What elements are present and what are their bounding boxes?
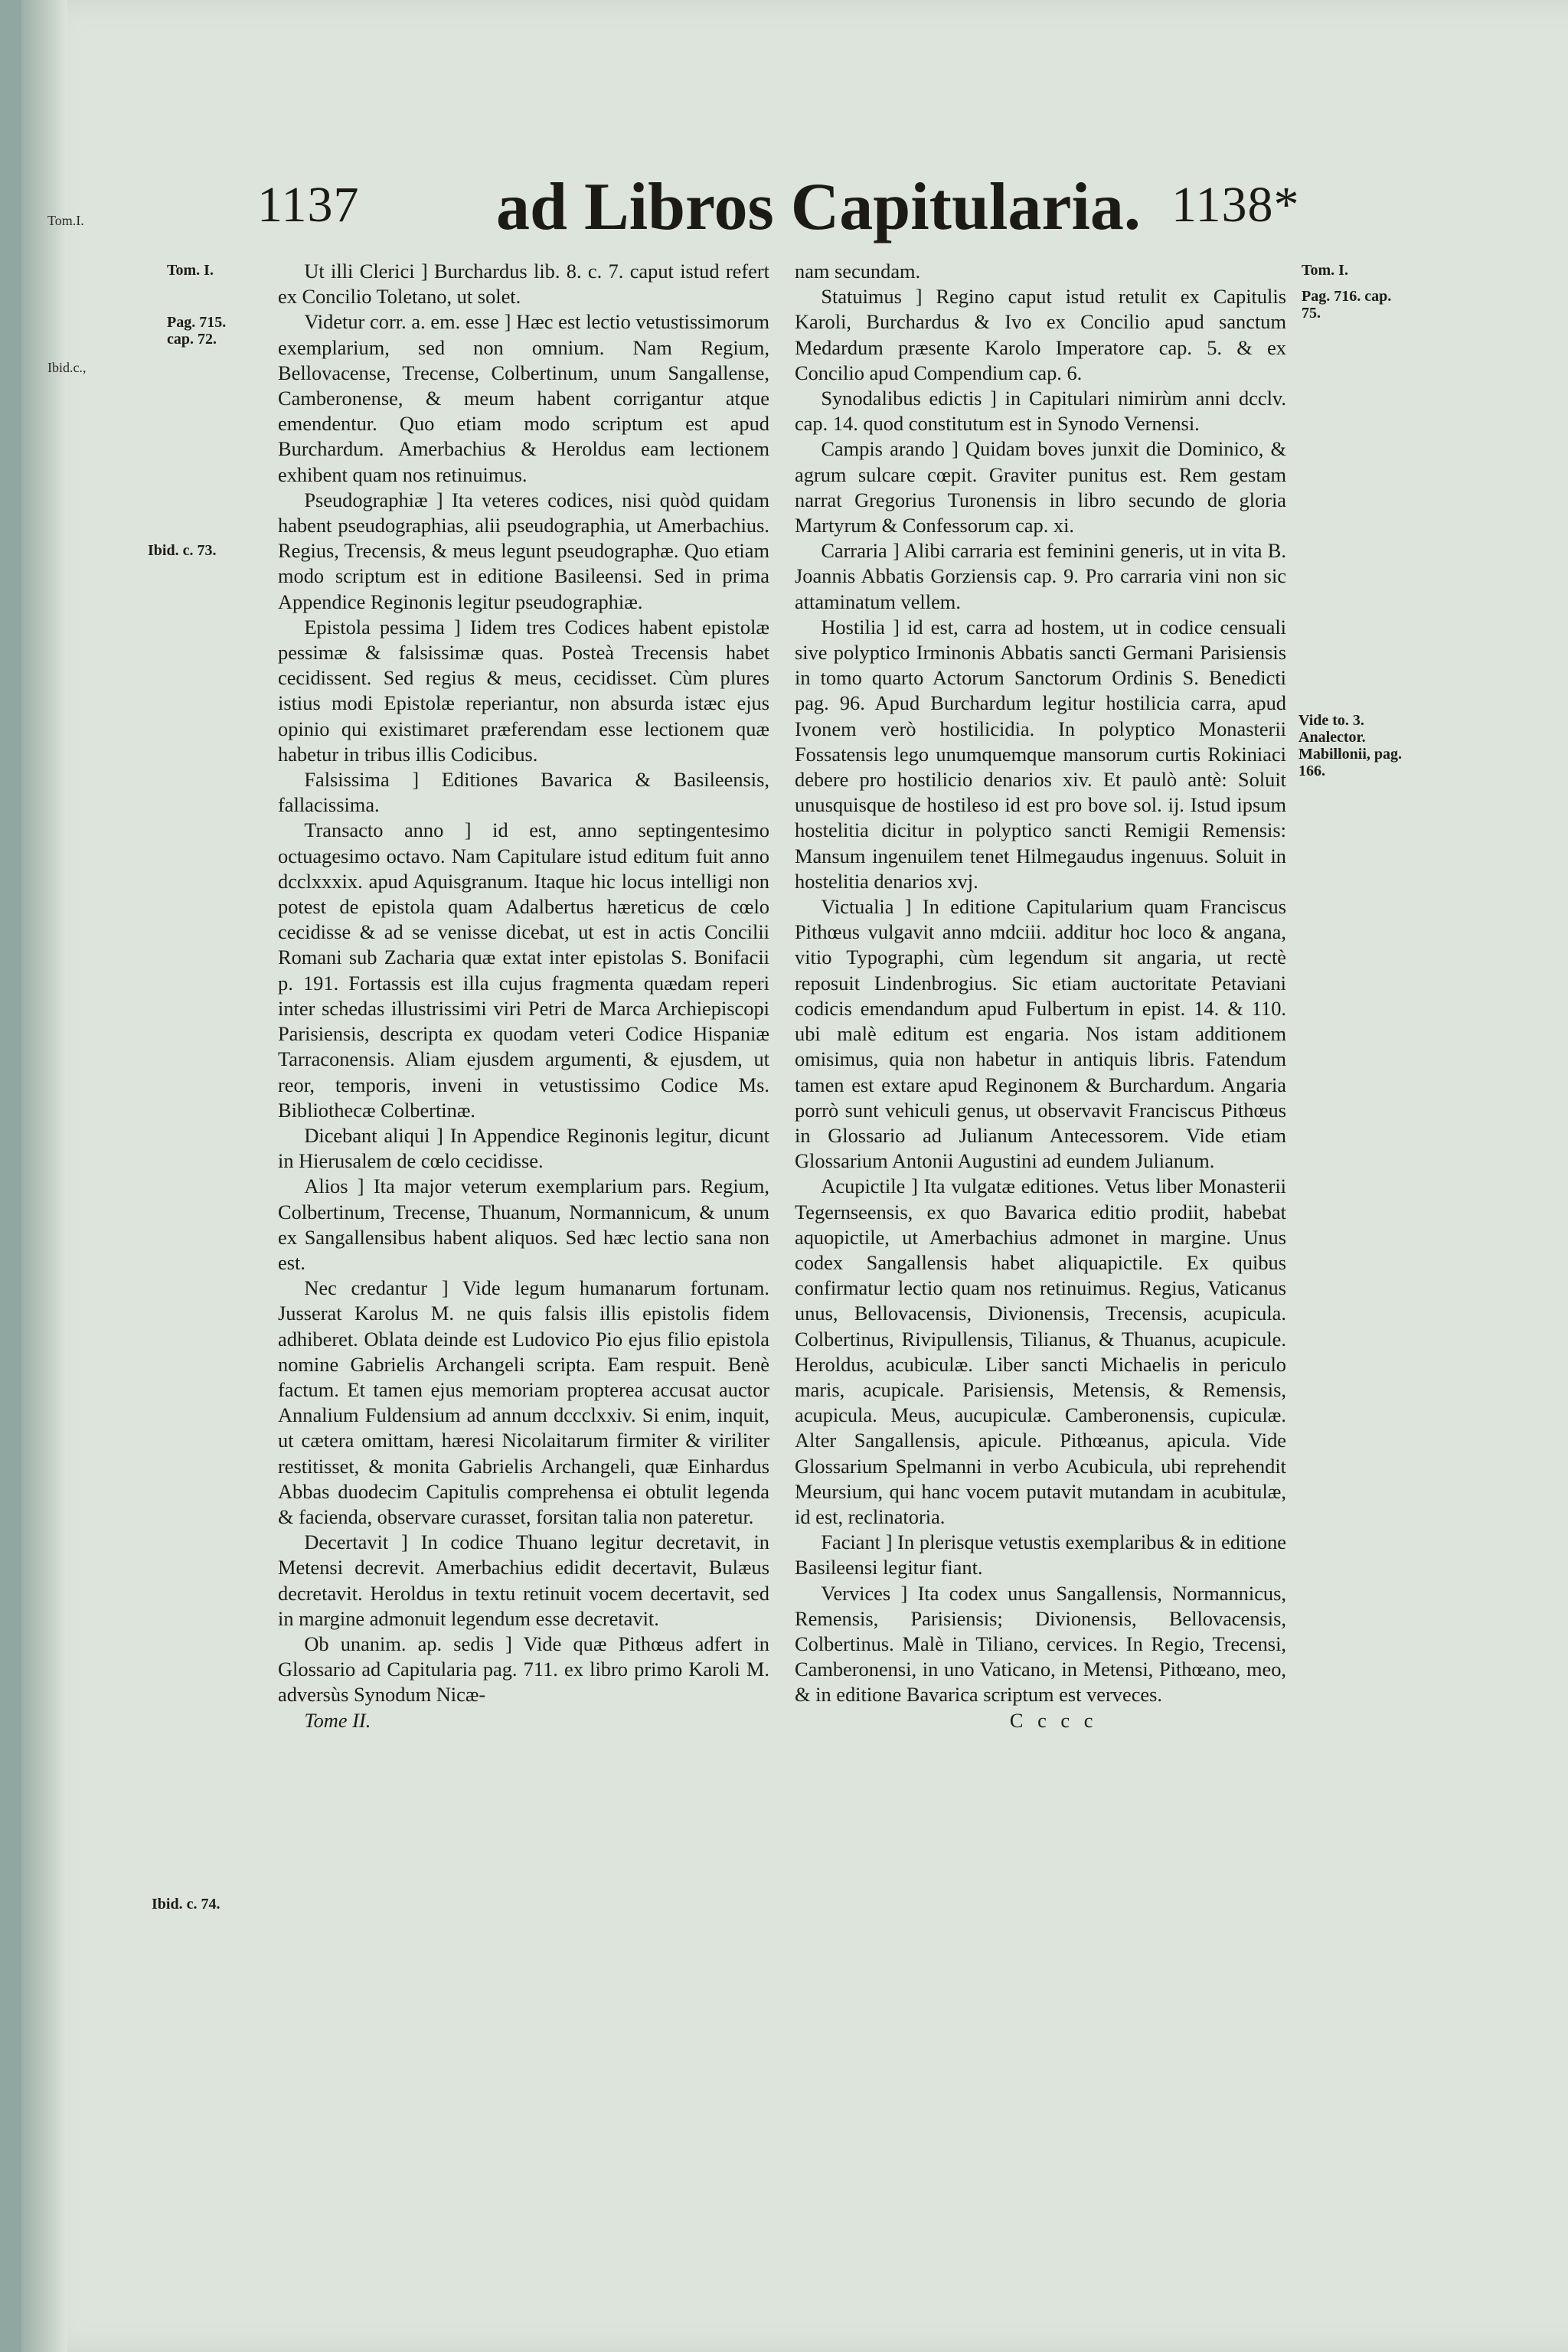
paragraph: Carraria ] Alibi carraria est feminini generis, ut in vita B. Joannis Abbatis Gorziensis cap. 9. Pro carraria vini non sic attaminatum vellem.: [795, 539, 1286, 613]
paragraph: Victualia ] In editione Capitularium quam Franciscus Pithœus vulgavit anno mdciii. additur hoc loco & angana, vitio Typographi, cùm legendum sit angaria, ut rectè reposuit Lindenbrogius. Sic etiam auctoritate Petaviani codicis emendandum apud Fulbertum in epist. 14. & 110. ubi malè editum est engaria. Nos istam additionem omisimus, quia non habetur in antiquis libris. Fatendum tamen est extare apud Reginonem & Burchardum. Angaria porrò sunt vehiculi genus, ut observavit Franciscus Pithœus in Glossario ad Julianum Antecessorem. Vide etiam Glossarium Antonii Augustini ad eundem Julianum.: [795, 895, 1286, 1173]
page-number-right: 1138*: [1171, 177, 1300, 233]
margin-note-left: Pag. 715. cap. 72.: [167, 314, 227, 348]
paragraph: Statuimus ] Regino caput istud retulit ex Capitulis Karoli, Burchardus & Ivo ex Concilio apud sanctum Medardum præsente Karolo Imperatore cap. 5. & ex Concilio apud Compendium cap. 6.: [795, 285, 1286, 384]
margin-note-left: Tom. I.: [167, 262, 214, 279]
paragraph: Epistola pessima ] Iidem tres Codices habent epistolæ pessimæ & falsissimæ quas. Posteà Trecensis habet cecidissent. Sed regius & meus, cecidisset. Cùm plures istius modi Epistolæ reperiantur, non absurda istæc ejus opinio qui existimaret præferendam esse lectionem quæ habetur in tribus illis Codicibus.: [278, 615, 769, 766]
left-column: [278, 259, 769, 1733]
paragraph: Falsissima ] Editiones Bavarica & Basileensis, fallacissima.: [278, 768, 769, 817]
paragraph: Ut illi Clerici ] Burchardus lib. 8. c. 7. caput istud refert ex Concilio Toletano, ut solet.: [278, 260, 769, 309]
paragraph: Dicebant aliqui ] In Appendice Reginonis legitur, dicunt in Hierusalem de cœlo cecidisse.: [278, 1123, 769, 1173]
right-column: [795, 259, 1286, 1733]
paragraph: Nec credantur ] Vide legum humanarum fortunam. Jusserat Karolus M. ne quis falsis illis epistolis fidem adhiberet. Oblata deinde est Ludovico Pio ejus filio epistola nomine Gabrielis Archangeli scripta. Eam respuit. Benè factum. Et tamen ejus memoriam propterea accusat auctor Annalium Fuldensium ad annum dccclxxiv. Si enim, inquit, ut cætera omittam, hæresi Nicolaitarum firmiter & viriliter restitisset, & monita Gabrielis Archangeli, quæ Einhardus Abbas duodecim Capitulis comprehensa ei obtulit legenda & facienda, observare curasset, forsitan talia non pateretur.: [278, 1276, 769, 1528]
signature-mark: C c c c: [1009, 1708, 1098, 1732]
paragraph: Faciant ] In plerisque vetustis exemplaribus & in editione Basileensi legitur fiant.: [795, 1530, 1286, 1579]
paragraph: Campis arando ] Quidam boves junxit die Dominico, & agrum sulcare cœpit. Graviter punitus est. Rem gestam narrat Gregorius Turonensis in libro secundo de gloria Martyrum & Confessorum cap. xi.: [795, 437, 1286, 537]
margin-note-left: Ibid. c. 73.: [148, 542, 217, 559]
paragraph: Pseudographiæ ] Ita veteres codices, nisi quòd quidam habent pseudographias, alii pseudographia, ut Amerbachius. Regius, Trecensis, & meus legunt pseudographæ. Quo etiam modo scriptum est in editione Basileensi. Sed in prima Appendice Reginonis legitur pseudographiæ.: [278, 488, 769, 613]
paragraph: Ob unanim. ap. sedis ] Vide quæ Pithœus adfert in Glossario ad Capitularia pag. 711. ex libro primo Karoli M. adversùs Synodum Nicæ-: [278, 1632, 769, 1707]
page: [21, 0, 1568, 2352]
margin-note-right: Vide to. 3. Analector. Mabillonii, pag. 166.: [1298, 712, 1403, 779]
gutter-note: Ibid.c.,: [47, 360, 87, 375]
gutter-note: Tom.I.: [47, 213, 84, 228]
paragraph: Transacto anno ] id est, anno septingentesimo octuagesimo octavo. Nam Capitulare istud editum fuit anno dcclxxxix. apud Aquisgranum. Itaque hic locus intelligi non potest de epistola quam Adalbertus hæreticus de cœlo cecidisse & ad se venisse dicebat, ut est in actis Concilii Romani sub Zacharia quæ extat inter epistolas S. Bonifacii p. 191. Fortassis est illa cujus fragmenta quædam reperi inter schedas illustrissimi viri Petri de Marca Archiepiscopi Parisiensis, descripta ex quodam veteri Codice Hispaniæ Tarraconensis. Aliam ejusdem argumenti, & ejusdem, ut reor, temporis, inveni in vetustissimo Codice Ms. Bibliothecæ Colbertinæ.: [278, 818, 769, 1122]
paragraph: Hostilia ] id est, carra ad hostem, ut in codice censuali sive polyptico Irminonis Abbatis sancti Germani Parisiensis in tomo quarto Actorum Sanctorum Ordinis S. Benedicti pag. 96. Apud Burchardum legitur hostilicia carra, apud Ivonem verò hostilicidia. In polyptico Monasterii Fossatensis lego unumquemque mansorum curtis Rokiniaci debere pro hostilicio denarios xiv. Et paulò antè: Soluit unusquisque de hostileso id est pro bove sol. ij. Istud ipsum hostelitia dicitur in polyptico sancti Remigii Remensis: Mansum ingenuilem tenet Hilmegaudus ingenuus. Soluit in hostelitia denarios xvj.: [795, 615, 1286, 893]
paragraph: Synodalibus edictis ] in Capitulari nimirùm anni dcclv. cap. 14. quod constitutum est in Synodo Vernensi.: [795, 387, 1286, 436]
paragraph: Acupictile ] Ita vulgatæ editiones. Vetus liber Monasterii Tegernseensis, ex quo Bavarica editio prodiit, habebat aquopictile, ut Amerbachius admonet in margine. Unus codex Sangallensis habet aliquapictile. Ex quibus confirmatur lectio quam nos retinuimus. Regius, Vaticanus unus, Bellovacensis, Divionensis, Trecensis, acupicula. Colbertinus, Rivipullensis, Tilianus, & Thuanus, acupicule. Heroldus, acubiculæ. Liber sancti Michaelis in periculo maris, acupicale. Parisiensis, Metensis, & Remensis, acupicula. Meus, aucupiculæ. Camberonensis, cupiculæ. Alter Sangallensis, apicule. Pithœanus, apicula. Vide Glossarium Spelmanni in verbo Acubicula, ubi reprehendit Meursium, qui hanc vocem putavit mutandam in acubitulæ, id est, reclinatoria.: [795, 1174, 1286, 1528]
margin-note-left: Ibid. c. 74.: [152, 1896, 220, 1913]
paragraph: Vervices ] Ita codex unus Sangallensis, Normannicus, Remensis, Parisiensis; Divionensis, Bellovacensis, Colbertinus. Malè in Tiliano, cervices. In Regio, Trecensi, Camberonensi, in uno Vaticano, in Metensi, Pithœano, meo, & in editione Bavarica scriptum est verveces.: [795, 1581, 1286, 1707]
margin-note-right: Pag. 716. cap. 75.: [1302, 288, 1392, 322]
book-spine: [21, 0, 67, 2352]
volume-note: Tome II.: [304, 1708, 371, 1732]
paragraph: nam secundam.: [795, 260, 921, 283]
paragraph: Alios ] Ita major veterum exemplarium pars. Regium, Colbertinum, Trecense, Thuanum, Normannicum, & unum ex Sangallensibus habent aliquos. Sed hæc lectio sana non est.: [278, 1174, 769, 1274]
paragraph: Decertavit ] In codice Thuano legitur decretavit, in Metensi decrevit. Amerbachius edidit decertavit, Bulæus decretavit. Heroldus in textu retinuit vocem decertavit, sed in margine admonuit legendum esse decretavit.: [278, 1530, 769, 1630]
page-number-left: 1137: [257, 177, 360, 233]
paragraph: Videtur corr. a. em. esse ] Hæc est lectio vetustissimorum exemplarium, sed non omnium. Nam Regium, Bellovacense, Trecense, Colbertinum, unum Sangallense, Camberonense, & meum habent corrigantur atque emendentur. Quo etiam modo scriptum est apud Burchardum. Amerbachius & Heroldus eam lectionem exhibent quam nos retinuimus.: [278, 310, 769, 486]
running-title: ad Libros Capitularia.: [496, 170, 1141, 244]
margin-note-right: Tom. I.: [1302, 262, 1348, 279]
